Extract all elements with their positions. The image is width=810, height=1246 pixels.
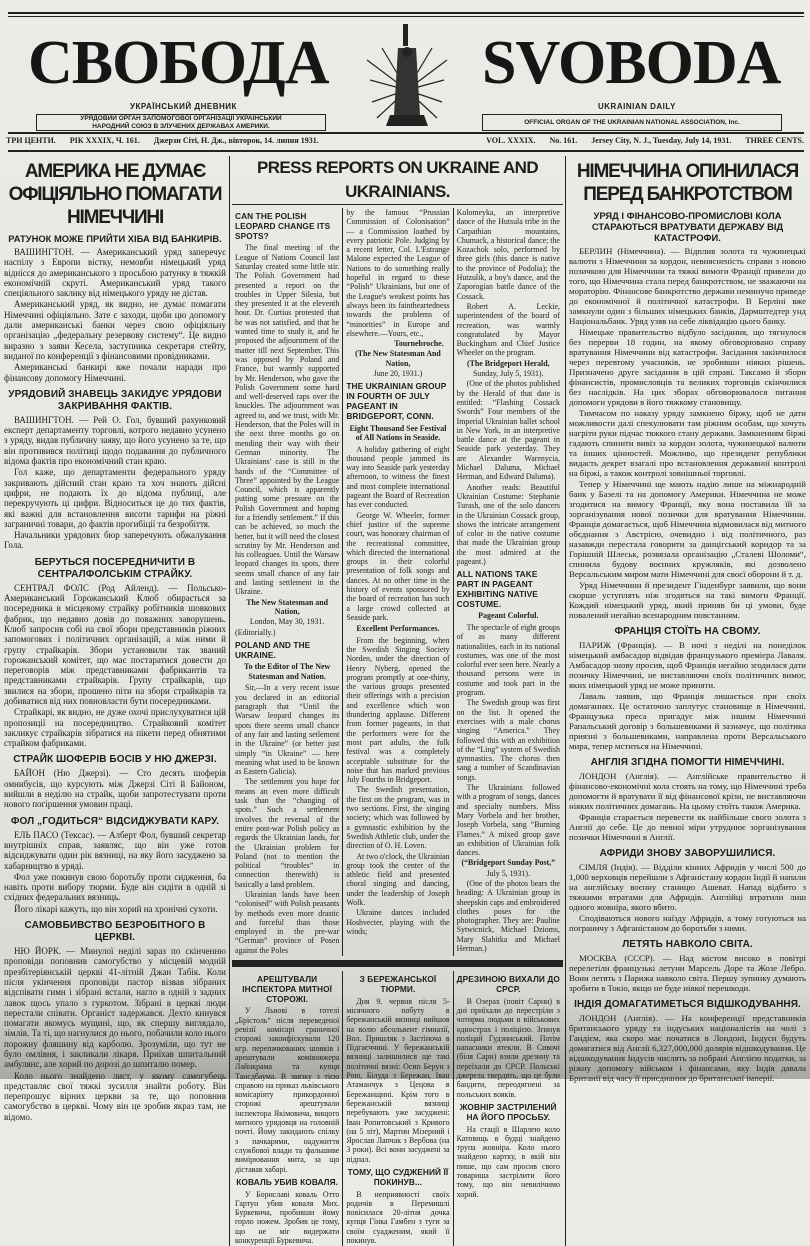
paragraph: The spectacle of eight groups of as many different nationalities, each in its national costumes, was one of the most colorful ever seen here. Nearly a thousand persons were in costume and took part in the program. [456, 622, 560, 698]
paragraph: At two o'clock, the Ukrainian group took the center of the athletic field and presented choral singing and dancing, under the leadership of Joseph Wolk. [346, 851, 450, 907]
paragraph: Kolomeyka, an interpretive dance of the Hutsula tribe in the Carpathian mountains, Chumack, a historical dance; the Kozachok solo, performed by three girls (this dance is native to the province of Podolia); the Hutzulik, a boy's dance, and the Zaporogian battle dance of the Cossack. [456, 208, 560, 301]
official-organ-english: OFFICIAL ORGAN OF THE UKRAINIAN NATIONAL ASSOCIATION, Inc. [524, 118, 740, 126]
official-organ-ukrainian: УРЯДОВИЙ ОРГАН ЗАПОМОГОВОЇ ОРГАНІЗАЦІЇ УКРАЇНСЬКИЙ НАРОДНИЙ СОЮЗ В ЗЛУЧЕНИХ ДЕРЖАВАХ АМЕРИКИ. [80, 115, 282, 130]
source-credit: (“Bridgeport Sunday Post,” [461, 858, 556, 868]
subheadline: Excellent Performances. [356, 624, 440, 634]
paragraph: У Бориславі коваль Отто Гартун убив коваля Мих. Буркевича, пробивши йому горло ножем. Зробив це тому, що не міг видержати конкуренції Буркевича. [235, 1189, 340, 1246]
statue-of-liberty-emblem-icon [362, 20, 452, 128]
headline: САМОВБИВСТВО БЕЗРОБІТНОГО В ЦЕРКВІ. [24, 920, 206, 944]
bottom-column-3 [453, 971, 563, 1246]
volume-english: VOL. XXXIX. [486, 136, 536, 145]
paragraph: МОСКВА (СССР). — Над містом високо в повітрі перелетіли французькі летуни Марсель Доре та Жозе Лебро. Вони летять з Парижа навколо світа. Першу зупинку думають зробити в Токіо, якщо не буде ніякої перешкоди. [569, 953, 806, 993]
right-column-articles [569, 158, 806, 1084]
paragraph: (One of the photos bears the heading: A Ukrainian group in sheepskin caps and embroidered clothes poses for the photographer. They are: Pauline Sytwicnick, Michael Dzioms, Mary Slabitka and Michael Herman.) [456, 878, 560, 954]
source-credit: (The New Statesman And Nation, [355, 349, 441, 368]
issue-ukrainian: РІК XXXIX, Ч. 161. [69, 136, 140, 145]
paragraph: Страйкарі, як видно, не дуже охочі прислухуватися цій пропозиції на посередництво. Страйковий комітет закликує страйкарів зібратися на пікети перед обнятими страйком фабриками. [4, 707, 226, 749]
headline: ФРАНЦІЯ СТОЇТЬ НА СВОМУ. [614, 626, 761, 637]
headline: ЛЕТЯТЬ НАВКОЛО СВІТА. [622, 939, 753, 950]
source-credit: July 5, 1931). [486, 868, 530, 878]
dateline-bottom-rule [8, 150, 804, 152]
bottom-news-columns [232, 971, 563, 1246]
paragraph: ПАРИЖ (Франція). — В ночі з неділі на понеділок німецький амбасадор відвідав французького премієра Лаваля. Амбасадор знову просив, щоб Франція негайно згодилася дати позичку Німеччині, не виставляючи своїх політичних вимог, яких німецький уряд не може приняти. [569, 640, 806, 690]
masthead-top-rule [8, 12, 804, 14]
paragraph: Тепер у Німеччині ще мають надію лише на міжнародній банк у Базелі та на допомогу Америки. Німеччина не може згодитися на вимогу Франції, яку вона поставила їй за зорганізування нової позички для вратування Німеччини. Франція домагається, щоб Німеччина відмовилася від митного обєднання з Австрією, очевидно і від політичного, раз назавжди перестала говорити за данцігський коридор та за Горішній Шлеськ, розвязала організацію „Сталеві Шоломи“, спинила будову воєнних кружляків, які дозволено Версальським миром мати Німеччині для своєї оборони й т. д. [569, 479, 806, 579]
subheadline: Pageant Colorful. [478, 611, 539, 621]
paragraph: Американський уряд, як видно, не думає помагати Німеччині офіціяльно. Зате є заходи, щоби цю допомогу дали американські банки через свою офіціяльну організацію „федеральну резервову систему“. Це видно виразно з заяви Кесела, заступника секретаря стейту, виданої по конференції з фінансовими провідниками. [4, 299, 226, 361]
headline: УРЯДОВИЙ ЗНАВЕЦЬ ЗАКИДУЄ УРЯДОВИ ЗАКРИВАННЯ ФАКТІВ. [8, 388, 222, 412]
dateline [6, 135, 804, 147]
paragraph: БАЙОН (Ню Джерзі). — Сто десять шоферів омнибусів, що курсують між Джерзі Сіті й Байоном, вийшли в неділю на страйк, щоби запротестувати проти нового погіршення умовин праці. [4, 768, 226, 810]
paragraph: Robert A. Leckie, superintendent of the board of recreation, was warmly congratulated by Mayor Buckingham and Chief Justice Wheeler on the program. [456, 301, 560, 358]
left-column-articles [4, 158, 226, 1123]
source-note: (Editorially.) [235, 627, 276, 637]
paragraph: ЕЛЬ ПАСО (Тексас). — Алберт Фол, бувший секретар внутрішніх справ, заявляє, що він уже готов відсиджувати один рік вязниці, на яку його засуджено за хабарництво в уряді. [4, 829, 226, 871]
price-english: THREE CENTS. [745, 136, 804, 145]
headline: ТОМУ, ЩО СУДЖЕНИЙ ЇЇ ПОКИНУВ... [347, 1167, 449, 1187]
paragraph: Дня 9. червня після 5-місячного побуту в бережанській вязниці вийшов на волю абсольвент гімназії, Вол. Пришляк з Застіноча в Підгаєччині. У бережанській вязниці залишилися ще такі політичні вязні: Осип Берун з Рою, Білуда з Бережан, Іван Атаманчук з Цецова в Бережанщині. Крім того в бережанській вязниці перебувають уже засуджені: Іван Ропитовський з Кривого (на 5 літ), Мартин Мізерний і Ярослав Лапчак з Вербова (на 3 роки). Всі вони засуджені за підпал. [346, 996, 450, 1164]
paragraph: The settlement you hope for means an even more difficult task than the “changing of spots.” Such a settlement involves the reversal of the entire post-war Polish policy as regards the Ukrainian lands, for the Ukrainian problem for Poland (not to mention the political “troubles” in connection therewith) is basically a land problem. [235, 777, 340, 889]
paragraph: Начальники урядових бюр заперечують обжалування Гола. [4, 530, 226, 551]
headline: З БЕРЕЖАНСЬКОЇ ТЮРМИ. [359, 974, 437, 994]
paragraph: СЕНТРАЛ ФОЛС (Род Айленд). — Польсько-Американський Горожанський Клюб обирається за посередника в місцевому страйку робітників шовкових фабрик, що недавно довів до поважних заворушень. Клюб запросив собі на свої збори представників ріжних запомогових і політичних організацій, а між ними й групу страйкарів. Збори установили так званий горожанський комітет, що має постаратися довести до переговорів між представниками фабрикантів та представниками страйкарів. Групу страйкарів, що звилися на збори, прошено піти на збори страйкарів та добиватися від них повновласти бути посередниками. [4, 582, 226, 706]
headline: БЕРУТЬСЯ ПОСЕРЕДНИЧИТИ В СЕНТРАЛФОЛСЬКІМ СТРАЙКУ. [34, 556, 196, 580]
paragraph: На стації в Шарлею коло Катовиць в будці знайдено трупа жовніра. Коло нього знайдено картку, в якій він пише, що сам просив свого товариша застрілити його тому, що він невилічимо хорий. [456, 1124, 560, 1199]
date-ukrainian: Джерзи Сіті, Н. Дж., вівторок, 14. липня 1931. [153, 136, 319, 145]
headline: АНГЛІЯ ЗГІДНА ПОМОГТИ НІМЕЧЧИНІ. [590, 757, 785, 768]
middle-column-3 [453, 208, 563, 956]
masthead-subtitle-english: UKRAINIAN DAILY [598, 102, 676, 111]
paragraph: Another reads: Beautiful Ukrainian Costume: Stephanie Turash, one of the solo dancers in the Ukrainian Cossack group, shows the intricate arrangement of color in the native costume that made the Ukrainian group the most admired at the pageant.) [456, 482, 560, 566]
paragraph: ВАШИНГТОН. — Американський уряд заперечує наспілу з Европи вістку, немовби німецький уряд віднісся до американського з просьбою ратунку в тяжкій економічній скруті. Американський уряд такого спеціяльного заклику від німецького уряду не дістав. [4, 247, 226, 299]
headline: АМЕРИКА НЕ ДУМАЄ ОФІЦІЯЛЬНО ПОМАГАТИ НІМЕЧЧИНІ [8, 161, 222, 228]
date-english: Jersey City, N. J., Tuesday, July 14, 1931. [591, 136, 732, 145]
headline: POLAND AND THE UKRAINE. [235, 639, 311, 660]
section-divider-bar [232, 960, 563, 967]
bottom-column-2 [342, 971, 452, 1246]
paragraph: Американські банкирі вже почали наради про фінансову допомогу Німеччині. [4, 362, 226, 383]
paragraph: The Swedish presentation, the first on the program, was in two sections. First, the singing society; which was followed by a gymnastic exhibition by the Swedish Athletic club, under the direction of O. H. Loven. [346, 785, 450, 851]
paragraph: БЕРЛИН (Німеччина). — Відплив золота та чужинецькі валюти з Німеччини за кордон, невиясненість справи з новою позичкою для Німеччини та тяжкі вимоги Франції привели до того, що Німеччина стала перед банкротством, не зважаючи на мораторію. Фінансове банкротство держави неминучо приведе до економічної й політичної катастрофи. В Берліні вже замкнули один з більших німецьких банків, Дармштедтер унд Національбанк. Уряд узяв на себе ліквідацію цього банку. [569, 246, 806, 326]
issue-number-english: No. 161. [549, 136, 578, 145]
paragraph: НЮ ЙОРК. — Минулої неділі зараз по скінченню проповіди поповнив самогубство у місцевій модній презбітеріянській церкві 41-літній Джан Табік. Коли після укінчення проповіди пастор візвав зібраних відспівати гимн і зібрані встали, нагло в одній з задних лавок щось упало з гуркотом. Зібрані в церкві люди перестали співати. Органіст задержався. Дехто кинувся помагати якомусь мущині, що, як спершу виглядало, зімлів. Та ті, що нагнулися до нього, побачили коло нього порожну фляшину від карболю. Зрозуміли, що тут не було омлівня, і закликали лікаря. Приїхав шпитальний амбулянс, але хорий по дорозі до шпиталю помер. [4, 946, 226, 1070]
official-organ-box-ukrainian [36, 114, 326, 131]
headline: ALL NATIONS TAKE PART IN PAGEANT EXHIBITING NATIVE COSTUME. [456, 569, 538, 609]
paragraph: У Львові в готелі „Брістоль“ після переведеної ревізії комісарі граничної сторожі законфіскували 120 кгр. перепачкованих шовків і арештували комівояжера Лайнкрама та купця Тансдбаума. В звязку з тією справою на приказ львівського комісаріяту прикордонної сторожі арештували інспектора Якімовича, вищого митного урядовця на головній почті. Йому закидають спілку з пачкарями, надужиття службової влади та фальшиве вимірювання мита, за що діставав хабарі. [235, 1006, 340, 1174]
middle-column-2 [342, 208, 452, 956]
subheadline: To the Editor of The New Statesman and Nation. [244, 662, 331, 681]
price-ukrainian: ТРИ ЦЕНТИ. [6, 136, 56, 145]
press-reports-columns [232, 208, 563, 956]
paragraph: From the beginning, when the Swedish Singing Society Norden, under the direction of Henry Nyberg, opened the program promptly at one-thirty, the various groups presented their offerings with a precision and excellence which won thundering applause. Different from former pageants, in that the performers were for the most part adults, the folk festival was a completely acceptable substitute for the noise that has marked previous July Fourths in Bridgeport. [346, 635, 450, 785]
source-credit: (The Bridgeport Herald, [466, 358, 550, 368]
paragraph: Німецьке правительство відбуло засідання, що тягнулося без перерви 18 годин, на якому обговорювано справу вратування Німеччини від катастрофи. Засідання закінчилося через перевтому учасників, не зробивши ніяких рішень. Призначено друге засідання в цій справі. Таксамо й збори фінансистів, промисловців та великих торговців скінчилися без наслідків. На цих зборах обговорювалося питання допомоги урядови в його тяжкому становищу. [569, 327, 806, 407]
subheadline: РАТУНОК МОЖЕ ПРИЙТИ ХІБА ВІД БАНКИРІВ. [8, 233, 222, 244]
headline: НІМЕЧЧИНА ОПИНИЛАСЯ ПЕРЕД БАНКРОТСТВОМ [576, 161, 799, 205]
middle-column-1 [232, 208, 342, 956]
headline: КОВАЛЬ УБИВ КОВАЛЯ. [236, 1176, 339, 1187]
paragraph: The final meeting of the League of Nations Council last Saturday created some little stir. The Polish Government had presented a report on the troubles in Upper Silesia, but they presented it at the eleventh hour. Dr. Curtius protested that he was not satisfied, and that he wanted time to study it, and he proposed the adjournment of the matter till next September. This was opposed by Poland and France, but warmly supported by Mr. Henderson, who gave the Polish Government some hard and well-deserved raps over the knuckles. The adjournment was agreed to, and we trust, with Mr. Henderson, that the Poles will in the next three months go on mending their way with their German minority. The Ukrainians' case is still in the hands of the “Committee of Three” appointed by the League Council, which is apparently putting some pressure on the Polish Government and hoping for a friendly settlement.” If this can be achieved, so much the better, but it will need the closest scrutiny by Mr. Henderson and his colleagues. Until the Warsaw leopard changes its spots, there seems small chance of any fair and lasting settlement in the Ukraine. [235, 243, 340, 597]
paragraph: Уряд Німеччини й президент Гінденбург заявили, що вони скорше уступлять ніж згодяться на такі вимоги Франції. Кождий німецький уряд, який приняв би ці умови, буде повалений негайно всенародним повстанням. [569, 580, 806, 620]
paragraph: Ukraine dances included Hoshvecter, playing with the winds; [346, 908, 450, 936]
subheadline: УРЯД І ФІНАНСОВО-ПРОМИСЛОВІ КОЛА СТАРАЮТЬСЯ ВРАТУВАТИ ДЕРЖАВУ ВІД КАТАСТРОФИ. [591, 210, 784, 243]
middle-section [229, 156, 566, 1246]
signature: Tournebroche. [394, 339, 444, 349]
headline: СТРАЙК ШОФЕРІВ БОСІВ У НЮ ДЖЕРЗІ. [13, 754, 217, 766]
paragraph: Франція старається перевести як найбільше свого золота з Англії до себе. Це до певної міри утруднює зорганізування позички Німеччині в Англії. [569, 812, 806, 842]
paragraph: В неприявності своїх родичів в Перемишлі повісилася 20-літня дочка купця Гінка Гамбен з туги за своїм суадженим, який її покинув. [346, 1189, 450, 1246]
paragraph: George W. Wheeler, former chief justice of the supreme court, was honorary chairman of the recreational committee, which directed the international groups in their colorful presentation of folk songs and dances. At no other time in the history of events sponsored by the board of recreation has such a large crowd collected at Seaside park. [346, 510, 450, 622]
paragraph: Ukrainian lands have been “colonised” with Polish peasants by methods even more drastic and forceful than those employed in the pre-war “German” province of Posen against the Poles [235, 889, 340, 955]
source-credit: The New Statesman and Nation, [246, 597, 329, 616]
paragraph: Фол уже покинув свою боротьбу проти сидження, ба навіть проти вибору тюрми. Буде він сидіти в одній зі східних федеральних вязниць. [4, 871, 226, 903]
paragraph: Лаваль заявив, що Франція лишається при своїх домаганнях. Це остаточно заплутує становище в Німеччині. Французька преса пригадує між іншим Німеччині Рапальський договір з большевиками й зазначує, що політика приязні з большевиками, направлена проти Версальського мира, тепер мститься на Німеччині. [569, 691, 806, 751]
masthead-title-english: SVOBODA [482, 29, 781, 97]
paragraph: A holiday gathering of eight thousand people jammed its way into Seaside park yesterday afternoon, to witness the finest and most complete international pageant the Board of Recreation has ever conducted. [346, 444, 450, 510]
headline: THE UKRAINIAN GROUP IN FOURTH OF JULY PAGEANT IN BRIDGEPORT, CONN. [346, 381, 447, 421]
subheadline: Eight Thousand See Festival of All Nations in Seaside. [349, 423, 447, 443]
paragraph: by the famous “Prussian Commission of Colonisation” — a Commission loathed by every patriotic Pole. Judging by a recent letter, Col. L'Estrange Malone expected the League of Nations to do something really hopeful in regard to these “Polish” Ukrainians, but one of the League's weakest points has always been its faintheartedness towards the problems of “minorities” in Europe and elsewhere.—Yours, etc., [346, 208, 450, 338]
source-credit: Sunday, July 5, 1931). [473, 369, 544, 379]
paragraph: ЛОНДОН (Англія). — Англійське правительство й фінансово-економічні кола стоять на тому, що Німеччині треба допомогти й вратувати її від фінансової крізи, не виставляючи ніяких політичних домагань. На цьому стоїть також Америка. [569, 771, 806, 811]
paragraph: Гол каже, що департаменти федерального уряду закривають дійсний стан краю та хоч знають дійсні цифри, не подають їх до відома публиці, але перекручують ці цифри. Відноситься це до тих фактів, які важні для встановлення висоти тарифи на ріжні заграничні товари, до фактів прогибіції та безробіття. [4, 467, 226, 529]
headline: CAN THE POLISH LEOPARD CHANGE ITS SPOTS? [235, 211, 331, 241]
paragraph: ЛОНДОН (Англія). — На конференції представників британського уряду та індуських націоналістів на чолі з Гандієм, яка скоро має початися в Лондоні, Індуси будуть домагатися від Англії 6,327,000,000 долярів відшкодування. Це відшкодування Індусів числять за побрані Англією податки, за ріжну допомогу військом і фінансами, яку Індія давала Британії від часу її приєднання до британської імперії. [569, 1013, 806, 1083]
headline: ІНДІЯ ДОМАГАТИМЕТЬСЯ ВІДШКОДУВАННЯ. [574, 999, 801, 1010]
headline: АРЕШТУВАЛИ ІНСПЕКТОРА МИТНОЇ СТОРОЖІ. [242, 974, 333, 1004]
masthead-subtitle-ukrainian: УКРАЇНСЬКИЙ ДНЕВНИК [130, 102, 237, 111]
paragraph: Тимчасом по наказу уряду замкнено біржу, щоб не дати можливости далі спекулювати там ріжним особам, що хочуть нагріти руки підчас тяжкого стану держави. Замкненням біржі гадають спинити вивіз за кордон золота, чужинецької валюти та інших цінностей. Можливо, що президент републики видасть декрет взагалі про встановлення державної контролі на біржі, а також контролі зовнішньої торговлі. [569, 408, 806, 478]
dateline-ukrainian [6, 135, 319, 147]
bottom-column-1 [232, 971, 342, 1246]
headline: АФРИДИ ЗНОВУ ЗАВОРУШИЛИСЯ. [599, 848, 776, 859]
masthead-top-rule-thin [8, 16, 804, 17]
headline: ДРЕЗИНОЮ ВИХАЛИ ДО СРСР. [456, 974, 560, 994]
paragraph: (One of the photos published by the Herald of that date is entitled: “Flashing Cossack Swords” Four members of the Imperial Ukrainian ballet school in New York, in an interpretive battle dance at the pageant in Seaside park yesterday. They are Alexander Warenycia, Michael Daluma, Michael Herman, and Edward Daluma). [456, 379, 560, 482]
dateline-top-rule [8, 132, 804, 134]
paragraph: The Ukrainians followed with a program of songs, dances and specialty numbers. Miss Mary Vorbela and her brother, Joseph Vorbela, sang “Burning Flames.” A mixed group gave an exhibition of Ukrainian folk dances. [456, 783, 560, 858]
paragraph: Його лікарі кажуть, що він хорий на хронічні сухоти. [14, 903, 218, 914]
paragraph: Sir,—In a very recent issue you declared in an editorial paragraph that “Until the Warsaw leopard changes its spots there seems small chance of any fair and lasting setlement in the Ukraine” (or better just simply “in Ukraine” — here meaning what used to be known as Eastern Galicia). [235, 683, 340, 777]
official-organ-box-english [482, 114, 782, 131]
paragraph: В Озерах (повіт Сарни) в дні приїхали до перестріли з чотирма людьми в військових однострах і поліцією. Згинув поліцай Гудзинський. Потім напасники втекли. В Сивочі (біля Сарн) взяли дрезину та переїхали до СРСР. Польські джерела твердять, що це були бандити, переодягнені за польських вояків. [456, 996, 560, 1099]
masthead-title-ukrainian: СВОБОДА [28, 29, 329, 97]
press-reports-headline: PRESS REPORTS ON UKRAINE AND UKRAINIANS. [232, 156, 563, 205]
source-credit: London, May 30, 1931. [249, 617, 325, 627]
paragraph: СІМЛЯ (Індія). — Відділи кінних Афридів у числі 500 до 1,000 верховців перейшли з Афганістану кордон Індії й напали на англійську воєнну станицю Ашеват. Напад відбито з тяжкими втратами для Афридів. Англійці втратили лиш одного жовніра, якого вбито. [569, 862, 806, 912]
paragraph: The Swedish group was first on the list. It opened the exercises with a male chorus singing “America.” They followed this with an exhibition of the “Ling” system of Swedish gymnastics. The chorus then sang a number of Scandinavian songs. [456, 698, 560, 782]
headline: ЖОВНІР ЗАСТРІЛЕНИЙ НА ЙОГО ПРОСЬБУ. [459, 1101, 557, 1122]
paragraph: Коло нього знайдено лист, у якому самогубець представляє свої тяжкі зусилля знайти роботу. Він перепрошує вірних церкви за те, що поповнив самогубство в церкві. Чому він це зробив якраз там, не відомо. [4, 1070, 226, 1122]
source-credit: June 20, 1931.) [373, 369, 423, 379]
paragraph: Сподіваються нового наїзду Афридів, а тому готуються на пограничу з Афганістаном до боротьби з ними. [569, 913, 806, 933]
dateline-english [486, 135, 804, 147]
paragraph: ВАШИНГТОН. — Рей О. Гол, бувший рахунковий експерт департаменту торговлі, котрого недавно усунено з уряду, видав публичну заяву, що його усунено за те, що він противився політиці щодо подавання до публичного відома фактів про економічний стан краю. [4, 414, 226, 467]
headline: ФОЛ „ГОДИТЬСЯ“ ВІДСИДЖУВАТИ КАРУ. [10, 815, 220, 827]
